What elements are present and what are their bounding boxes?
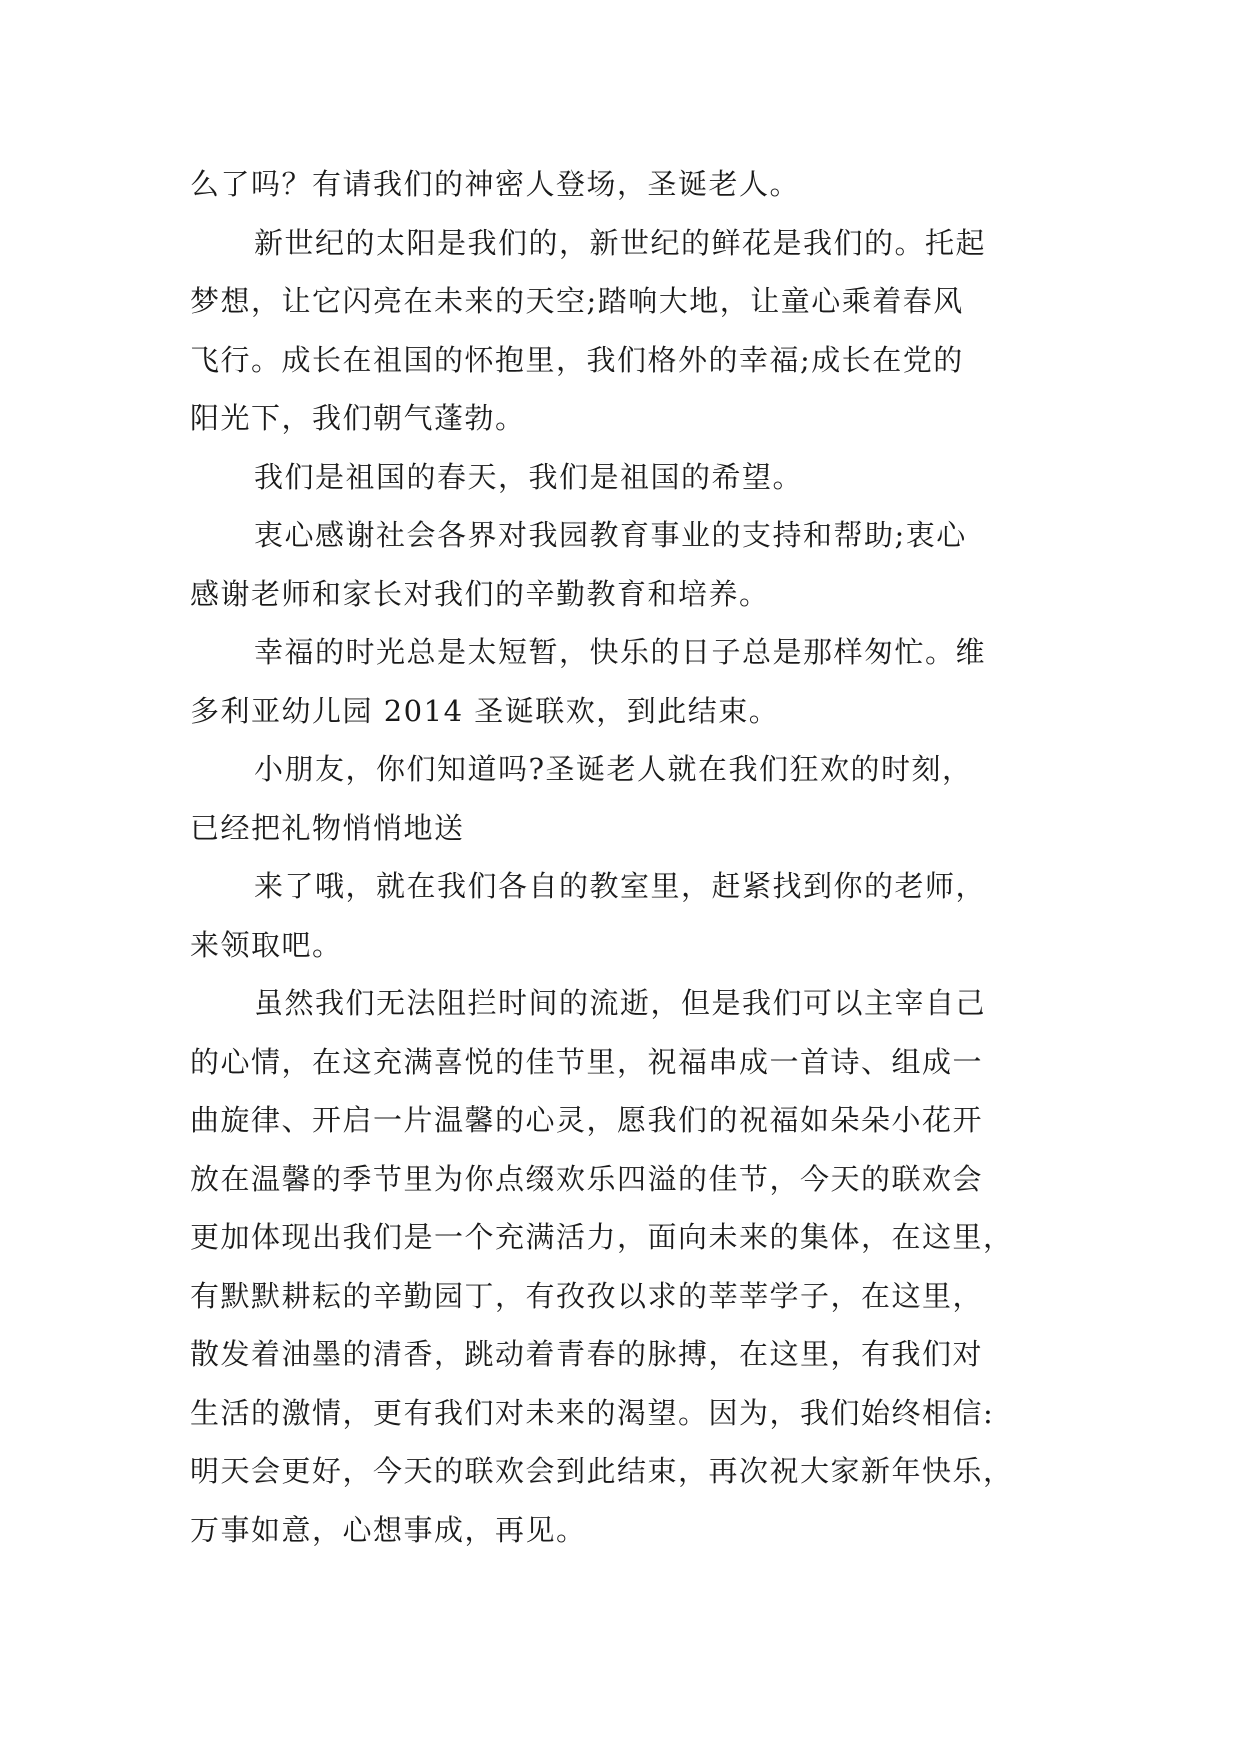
text-line: 来了哦，就在我们各自的教室里，赶紧找到你的老师， [254,869,987,903]
text-line: 万事如意，心想事成，再见。 [190,1512,587,1547]
text-line: 飞行。成长在祖国的怀抱里，我们格外的幸福;成长在党的 [190,342,964,377]
text-line: 散发着油墨的清香，跳动着青春的脉搏，在这里，有我们对 [190,1337,984,1371]
text-line: 明天会更好，今天的联欢会到此结束，再次祝大家新年快乐， [190,1454,1014,1488]
text-line: 来领取吧。 [190,927,343,962]
text-line: 生活的激情，更有我们对未来的渴望。因为，我们始终相信: [190,1395,995,1430]
text-line: 新世纪的太阳是我们的，新世纪的鲜花是我们的。托起 [254,225,987,260]
text-line: 感谢老师和家长对我们的辛勤教育和培养。 [190,576,770,611]
text-line: 多利亚幼儿园 2014 圣诞联欢，到此结束。 [190,693,780,728]
text-line: 幸福的时光总是太短暂，快乐的日子总是那样匆忙。维 [254,635,987,669]
text-line: 已经把礼物悄悄地送 [190,810,465,845]
text-line: 的心情，在这充满喜悦的佳节里，祝福串成一首诗、组成一 [190,1044,984,1079]
text-line: 虽然我们无法阻拦时间的流逝，但是我们可以主宰自己 [254,986,987,1020]
text-line: 阳光下，我们朝气蓬勃。 [190,401,526,435]
text-line: 我们是祖国的春天，我们是祖国的希望。 [254,459,804,494]
text-line: 小朋友，你们知道吗?圣诞老人就在我们狂欢的时刻， [254,752,973,786]
text-line: 曲旋律、开启一片温馨的心灵，愿我们的祝福如朵朵小花开 [190,1103,984,1137]
text-line: 梦想，让它闪亮在未来的天空;踏响大地，让童心乘着春风 [190,284,964,318]
text-line: 更加体现出我们是一个充满活力，面向未来的集体，在这里， [190,1220,1014,1254]
text-line: 么了吗？有请我们的神密人登场，圣诞老人。 [190,167,801,201]
text-line: 放在温馨的季节里为你点缀欢乐四溢的佳节，今天的联欢会 [190,1161,984,1196]
text-line: 有默默耕耘的辛勤园丁，有孜孜以求的莘莘学子，在这里， [190,1278,984,1313]
text-line: 衷心感谢社会各界对我园教育事业的支持和帮助;衷心 [254,518,967,552]
document-body [190,155,1070,1559]
